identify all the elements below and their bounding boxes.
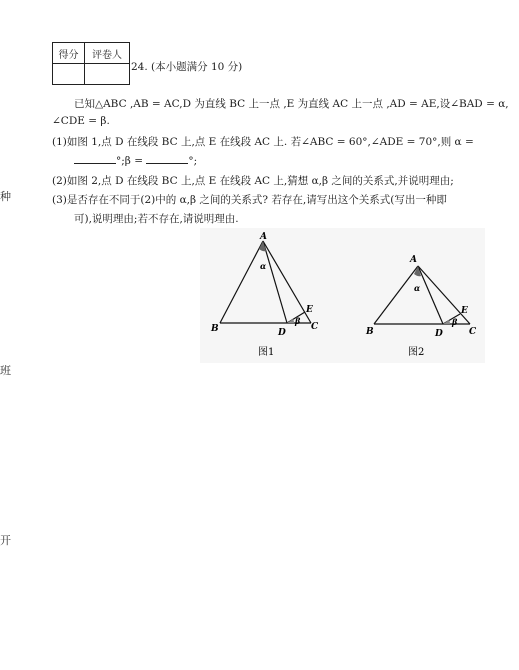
grader-header: 评卷人 bbox=[85, 43, 130, 64]
label-alpha: α bbox=[414, 283, 421, 293]
grader-cell[interactable] bbox=[85, 64, 130, 85]
question-stem-line2: ∠CDE = β. bbox=[52, 115, 110, 127]
label-C: C bbox=[469, 327, 477, 337]
figures-panel bbox=[200, 228, 485, 363]
label-B: B bbox=[211, 324, 219, 334]
label-A: A bbox=[410, 255, 417, 265]
score-cell[interactable] bbox=[53, 64, 85, 85]
label-beta: β bbox=[295, 316, 301, 326]
question-stem-line1: 已知△ABC ,AB = AC,D 为直线 BC 上一点 ,E 为直线 AC 上一点 ,AD = AE,设∠BAD = α, bbox=[74, 98, 509, 110]
alpha-unit: °;β = bbox=[116, 155, 143, 167]
label-D: D bbox=[278, 328, 286, 338]
label-B: B bbox=[366, 327, 374, 337]
caption-figure-1: 图1 bbox=[258, 347, 275, 358]
score-header: 得分 bbox=[53, 43, 85, 64]
label-alpha: α bbox=[260, 261, 267, 271]
label-beta: β bbox=[452, 317, 458, 327]
part3-line1: (3)是否存在不同于(2)中的 α,β 之间的关系式? 若存在,请写出这个关系式(写出一种即 bbox=[52, 194, 447, 206]
margin-char-2: 班 bbox=[0, 364, 11, 377]
caption-figure-2: 图2 bbox=[408, 347, 425, 358]
part2-text: (2)如图 2,点 D 在线段 BC 上,点 E 在线段 AC 上,猜想 α,β 之间的关系式,并说明理由; bbox=[52, 175, 454, 187]
label-D: D bbox=[435, 329, 443, 339]
label-C: C bbox=[311, 322, 319, 332]
figures-background bbox=[200, 228, 485, 363]
label-A: A bbox=[260, 232, 267, 242]
label-E: E bbox=[306, 305, 313, 315]
margin-char-1: 种 bbox=[0, 190, 11, 203]
score-table bbox=[52, 42, 130, 85]
part1-line1: (1)如图 1,点 D 在线段 BC 上,点 E 在线段 AC 上. 若∠ABC = 60°,∠ADE = 70°,则 α = bbox=[52, 136, 474, 148]
margin-char-3: 开 bbox=[0, 534, 11, 547]
beta-unit: °; bbox=[188, 155, 198, 167]
alpha-answer-blank[interactable] bbox=[74, 153, 116, 164]
label-E: E bbox=[461, 306, 468, 316]
part1-line2 bbox=[74, 153, 197, 167]
part3-line2: 可),说明理由;若不存在,请说明理由. bbox=[74, 213, 239, 225]
question-title: 24. (本小题满分 10 分) bbox=[131, 61, 243, 73]
beta-answer-blank[interactable] bbox=[146, 153, 188, 164]
